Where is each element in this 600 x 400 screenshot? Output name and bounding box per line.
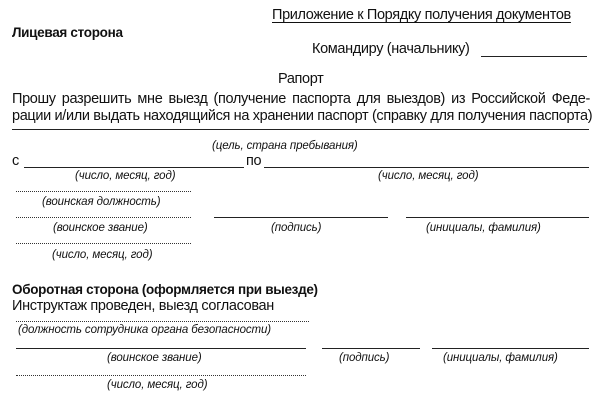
back-date-field[interactable] — [16, 375, 306, 376]
back-date-caption: (число, месяц, год) — [107, 379, 208, 391]
officer-position-caption: (должность сотрудника органа безопасности) — [18, 324, 272, 336]
signature-caption: (подпись) — [271, 222, 322, 234]
initials-field[interactable] — [406, 217, 589, 218]
addressee-field[interactable] — [481, 56, 587, 57]
report-text-line-2: рации и/или выдать находящийся на хранении паспорт (справку для получения паспорта) — [12, 108, 593, 124]
officer-position-field[interactable] — [16, 321, 309, 322]
position-caption: (воинская должность) — [42, 196, 161, 208]
date-field[interactable] — [16, 243, 191, 244]
date-to-caption: (число, месяц, год) — [378, 170, 479, 182]
initials-caption: (инициалы, фамилия) — [426, 222, 541, 234]
position-field[interactable] — [16, 191, 191, 192]
report-text-line-1: Прошу разрешить мне выезд (получение паспорта для выездов) из Российской Феде- — [12, 91, 590, 107]
officer-signature-field[interactable] — [322, 348, 420, 349]
date-caption: (число, месяц, год) — [52, 249, 153, 261]
addressee-label: Командиру (начальнику) — [312, 41, 470, 57]
back-side-heading: Оборотная сторона (оформляется при выезде) — [12, 282, 318, 297]
report-title: Рапорт — [278, 71, 324, 87]
front-side-heading: Лицевая сторона — [12, 25, 123, 40]
from-label: с — [12, 153, 19, 169]
officer-rank-field[interactable] — [16, 348, 306, 349]
purpose-field[interactable] — [12, 129, 589, 130]
officer-rank-caption: (воинское звание) — [107, 352, 202, 364]
to-label: по — [246, 153, 262, 169]
briefing-text: Инструктаж проведен, выезд согласован — [12, 298, 274, 314]
rank-field[interactable] — [16, 217, 191, 218]
rank-caption: (воинское звание) — [53, 222, 148, 234]
purpose-caption: (цель, страна пребывания) — [212, 140, 358, 152]
date-from-field[interactable] — [24, 167, 244, 168]
officer-initials-caption: (инициалы, фамилия) — [443, 352, 558, 364]
officer-signature-caption: (подпись) — [339, 352, 390, 364]
officer-initials-field[interactable] — [432, 348, 589, 349]
appendix-title: Приложение к Порядку получения документов — [272, 7, 571, 23]
signature-field[interactable] — [214, 217, 388, 218]
date-from-caption: (число, месяц, год) — [75, 170, 176, 182]
date-to-field[interactable] — [264, 167, 589, 168]
